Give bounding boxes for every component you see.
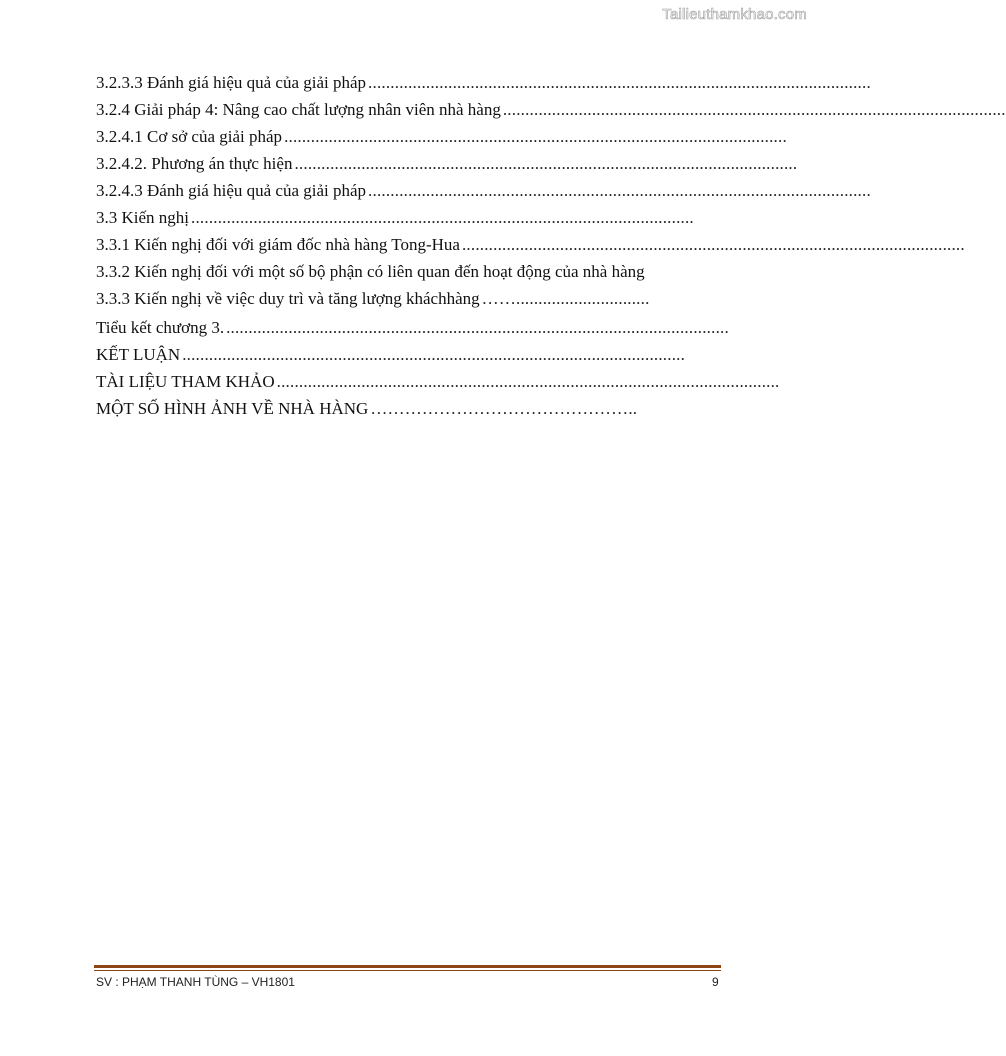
toc-leader-dots: ………………………………………..: [370, 399, 638, 418]
toc-entry[interactable]: [96, 100, 1006, 127]
toc-entry-title: 3.3.1 Kiến nghị đối với giám đốc nhà hàng Tong-Hua: [96, 235, 460, 254]
toc-leader-dots: .................................................................................................................: [191, 208, 694, 227]
toc-entry[interactable]: [96, 399, 699, 426]
toc-entry-title: MỘT SỐ HÌNH ẢNH VỀ NHÀ HÀNG: [96, 399, 369, 418]
footer-divider: [94, 965, 721, 971]
toc-entry[interactable]: [96, 127, 787, 154]
toc-entry[interactable]: [96, 235, 965, 262]
toc-entry-title: 3.3 Kiến nghị: [96, 208, 190, 227]
toc-entry-title: 3.3.2 Kiến nghị đối với một số bộ phận có liên quan đến hoạt động của nhà hàng: [96, 262, 645, 281]
toc-leader-dots: .................................................................................................................: [284, 127, 787, 146]
toc-entry[interactable]: [96, 73, 871, 100]
toc-entry-title: 3.3.3 Kiến nghị về việc duy trì và tăng lượng kháchhàng: [96, 289, 480, 308]
toc-leader-dots: .................................................................................................................: [182, 345, 686, 364]
footer-divider-thick: [94, 965, 721, 968]
toc-entry[interactable]: [96, 154, 798, 181]
toc-entry[interactable]: [96, 345, 699, 372]
watermark-text: Tailieuthamkhao.com: [662, 6, 807, 23]
toc-entry[interactable]: [96, 262, 699, 289]
toc-entry[interactable]: [96, 372, 780, 399]
toc-leader-dots: ……..............................: [481, 289, 650, 308]
toc-leader-dots: .................................................................................................................: [502, 100, 1006, 119]
toc-entry-title: KẾT LUẬN: [96, 345, 181, 364]
table-of-contents: [96, 73, 1006, 426]
toc-entry-title: 3.2.4 Giải pháp 4: Nâng cao chất lượng nhân viên nhà hàng: [96, 100, 501, 119]
toc-entry[interactable]: [96, 289, 699, 316]
toc-leader-dots: .................................................................................................................: [226, 318, 729, 337]
toc-leader-dots: .................................................................................................................: [461, 235, 965, 254]
toc-leader-dots: .................................................................................................................: [294, 154, 798, 173]
toc-entry-title: 3.2.3.3 Đánh giá hiệu quả của giải pháp: [96, 73, 367, 92]
toc-entry-title: 3.2.4.2. Phương án thực hiện: [96, 154, 293, 173]
footer-author: SV : PHẠM THANH TÙNG – VH1801: [96, 975, 295, 989]
toc-leader-dots: .................................................................................................................: [276, 372, 780, 391]
toc-leader-dots: .................................................................................................................: [368, 73, 871, 92]
toc-entry-title: Tiểu kết chương 3.: [96, 318, 225, 337]
footer-divider-thin: [94, 970, 721, 971]
toc-entry-title: 3.2.4.1 Cơ sở của giải pháp: [96, 127, 283, 146]
toc-entry-title: TÀI LIỆU THAM KHẢO: [96, 372, 275, 391]
toc-entry[interactable]: [96, 318, 729, 345]
toc-entry[interactable]: [96, 181, 871, 208]
toc-leader-dots: .................................................................................................................: [368, 181, 871, 200]
toc-entry-title: 3.2.4.3 Đánh giá hiệu quả của giải pháp: [96, 181, 367, 200]
page-number: 9: [712, 975, 719, 989]
toc-entry[interactable]: [96, 208, 699, 235]
